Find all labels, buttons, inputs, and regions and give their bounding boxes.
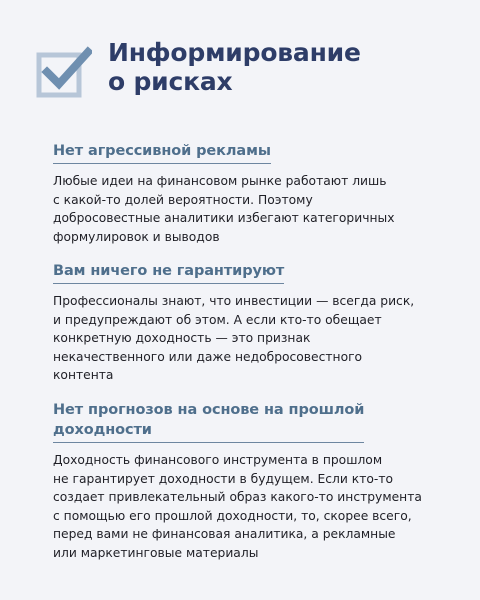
page-title <box>108 38 361 96</box>
section-heading <box>53 400 364 443</box>
page-title-line-2: о рисках <box>108 67 233 96</box>
section-no-past-performance-forecasts <box>53 400 453 562</box>
section-heading-line: Нет агрессивной рекламы <box>53 143 271 159</box>
body-line: с какой-то долей вероятности. Поэтому <box>53 192 313 207</box>
body-line: и предупреждают об этом. А если кто-то обещает <box>53 312 382 327</box>
body-line: конкретную доходность — это признак <box>53 331 311 345</box>
section-heading-line: Вам ничего не гарантируют <box>53 263 285 279</box>
section-no-guarantees <box>53 260 453 385</box>
section-heading-line: доходности <box>53 422 152 438</box>
section-heading <box>53 141 271 164</box>
body-line: с помощью его прошлой доходности, то, скорее всего, <box>53 508 412 523</box>
section-heading-line: Нет прогнозов на основе на прошлой <box>53 402 365 418</box>
body-line: контента <box>53 368 114 382</box>
body-line: перед вами не финансовая аналитика, а рекламные <box>53 527 396 541</box>
body-line: формулировок и выводов <box>53 229 220 244</box>
body-line: Доходность финансового инструмента в прошлом <box>53 453 383 467</box>
body-line: или маркетинговые материалы <box>53 545 259 560</box>
page-title-line-1: Информирование <box>108 38 361 67</box>
body-line: не гарантирует доходности в будущем. Если кто-то <box>53 471 394 486</box>
section-body <box>53 451 453 562</box>
section-heading <box>53 261 284 284</box>
section-body <box>53 292 453 385</box>
body-line: добросовестные аналитики избегают категоричных <box>53 211 395 225</box>
header <box>36 40 456 102</box>
body-line: некачественного или даже недобросовестного <box>53 349 363 364</box>
section-body <box>53 172 453 246</box>
body-line: Любые идеи на финансовом рынке работают лишь <box>53 174 387 188</box>
section-no-aggressive-ads <box>53 140 453 246</box>
checkbox-checked-icon <box>36 46 92 102</box>
body-line: Профессионалы знают, что инвестиции — всегда риск, <box>53 294 415 308</box>
body-line: создает привлекательный образ какого-то инструмента <box>53 490 422 504</box>
